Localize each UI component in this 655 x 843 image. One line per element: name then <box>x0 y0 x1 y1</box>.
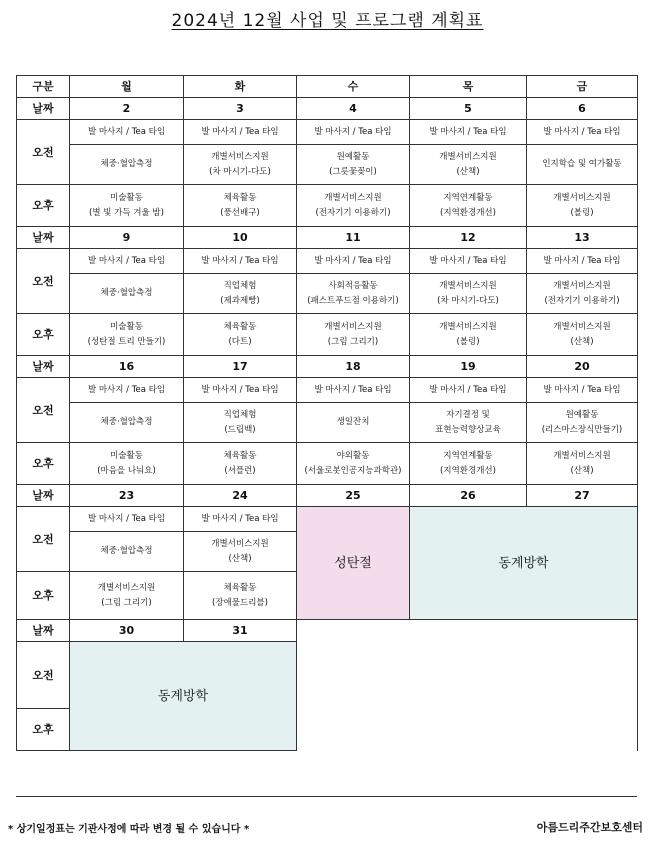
am-label <box>17 120 70 185</box>
cell-text: 원예활동 <box>565 409 599 420</box>
holiday-cell <box>297 507 410 620</box>
cell-text: (드립백) <box>224 424 256 435</box>
schedule-table <box>16 75 638 751</box>
cell-text: 날짜 <box>32 102 54 115</box>
am-activity <box>297 403 410 443</box>
cell-text: 날짜 <box>32 231 54 244</box>
date-number <box>70 98 184 120</box>
am-activity <box>410 274 527 314</box>
pm-activity <box>184 443 297 485</box>
cell-text: 23 <box>118 489 135 502</box>
table-row <box>17 314 638 356</box>
pm-activity <box>184 572 297 620</box>
cell-text: 원예활동 <box>336 151 370 162</box>
table-row <box>17 76 638 98</box>
cell-text: 개별서비스지원 <box>439 280 497 291</box>
cell-text: 자기결정 및 <box>446 409 490 420</box>
cell-text: (셔플런) <box>224 465 256 476</box>
cell-text: (산책) <box>570 336 594 347</box>
day-header <box>527 76 638 98</box>
cell-text: 발 마사지 / Tea 타임 <box>87 126 166 137</box>
am-activity <box>184 507 297 532</box>
cell-text: 발 마사지 / Tea 타임 <box>201 513 279 524</box>
cell-text: 26 <box>460 489 476 502</box>
cell-text: 체육활동 <box>223 582 257 593</box>
pm-activity <box>527 443 638 485</box>
cell-text: 체중·혈압측정 <box>100 159 153 169</box>
table-row <box>17 620 638 642</box>
cell-text: 오후 <box>32 199 54 212</box>
table-row <box>17 185 638 227</box>
pm-activity <box>527 185 638 227</box>
table-row <box>17 507 638 532</box>
cell-text: 개별서비스지원 <box>553 450 611 461</box>
date-number <box>184 620 297 642</box>
cell-text: 체중·혈압측정 <box>100 546 153 556</box>
cell-text: 31 <box>232 624 248 637</box>
cell-text: 날짜 <box>32 624 54 637</box>
am-activity <box>410 120 527 145</box>
cell-text: 개별서비스지원 <box>211 151 269 162</box>
cell-text: 24 <box>232 489 248 502</box>
am-activity <box>184 120 297 145</box>
am-activity <box>70 507 184 532</box>
pm-activity <box>410 185 527 227</box>
cell-text: (패스트푸드점 이용하기) <box>307 295 399 306</box>
cell-text: 화 <box>234 80 246 93</box>
organization-name: 아름드리주간보호센터 <box>536 821 643 834</box>
pm-activity <box>297 314 410 356</box>
cell-text: 발 마사지 / Tea 타임 <box>201 255 279 266</box>
am-label <box>17 249 70 314</box>
table-row <box>17 98 638 120</box>
corner-header <box>17 76 70 98</box>
cell-text: 발 마사지 / Tea 타임 <box>429 126 507 137</box>
cell-text: 지역연계활동 <box>443 450 493 461</box>
cell-text: 발 마사지 / Tea 타임 <box>429 384 507 395</box>
date-label <box>17 356 70 378</box>
table-row <box>17 356 638 378</box>
cell-text: 27 <box>574 489 590 502</box>
cell-text: 미술활동 <box>110 450 143 461</box>
cell-text: 13 <box>574 231 590 244</box>
pm-activity <box>410 443 527 485</box>
day-header <box>184 76 297 98</box>
am-activity <box>527 120 638 145</box>
cell-text: 직업체험 <box>223 280 257 291</box>
cell-text: (별 빛 가득 겨울 밤) <box>89 207 164 218</box>
cell-text: (서울로봇인공지능과학관) <box>304 465 402 476</box>
cell-text: 오전 <box>32 532 54 546</box>
day-header <box>70 76 184 98</box>
cell-text: 직업체험 <box>223 409 257 420</box>
cell-text: 발 마사지 / Tea 타임 <box>87 513 166 524</box>
cell-text: 16 <box>118 360 135 373</box>
am-activity <box>297 274 410 314</box>
day-header <box>297 76 410 98</box>
pm-label <box>17 443 70 485</box>
pm-activity <box>70 314 184 356</box>
cell-text: 체육활동 <box>223 321 257 332</box>
cell-text: (차 마시기-다도) <box>437 295 499 306</box>
cell-text: 개별서비스지원 <box>439 321 497 332</box>
cell-text: 체중·혈압측정 <box>100 417 153 427</box>
cell-text: 발 마사지 / Tea 타임 <box>87 384 166 395</box>
cell-text: 3 <box>236 102 244 115</box>
cell-text: 오후 <box>32 589 54 602</box>
date-number <box>297 98 410 120</box>
am-activity <box>527 274 638 314</box>
am-activity <box>527 249 638 274</box>
date-number <box>297 227 410 249</box>
cell-text: 오후 <box>32 723 54 736</box>
pm-activity <box>527 314 638 356</box>
cell-text: 지역연계활동 <box>443 192 493 203</box>
am-activity <box>297 378 410 403</box>
date-number <box>527 356 638 378</box>
cell-text: 개별서비스지원 <box>553 192 611 203</box>
cell-text: 발 마사지 / Tea 타임 <box>201 126 279 137</box>
cell-text: 수 <box>347 80 359 93</box>
date-number <box>410 356 527 378</box>
cell-text: 월 <box>121 80 132 93</box>
date-number <box>297 356 410 378</box>
cell-text: 9 <box>122 231 131 244</box>
cell-text: 발 마사지 / Tea 타임 <box>314 126 392 137</box>
cell-text: 25 <box>345 489 361 502</box>
table-row <box>17 274 638 314</box>
cell-text: 30 <box>118 624 135 637</box>
date-number <box>527 98 638 120</box>
pm-activity <box>70 443 184 485</box>
cell-text: 개별서비스지원 <box>97 582 156 593</box>
cell-text: 인지학습 및 여가활동 <box>542 159 622 169</box>
cell-text: (장애물드리블) <box>212 597 268 608</box>
date-number <box>184 98 297 120</box>
cell-text: (다트) <box>228 336 252 347</box>
cell-text: 동계방학 <box>157 688 209 704</box>
cell-text: 개별서비스지원 <box>324 321 382 332</box>
cell-text: 발 마사지 / Tea 타임 <box>314 255 392 266</box>
date-number <box>527 485 638 507</box>
cell-text: 오후 <box>32 328 54 341</box>
am-label <box>17 507 70 572</box>
am-activity <box>527 145 638 185</box>
table-row <box>17 403 638 443</box>
am-activity <box>410 145 527 185</box>
date-label <box>17 227 70 249</box>
cell-text: 구분 <box>32 80 54 93</box>
cell-text: (볼링) <box>570 207 594 218</box>
table-row <box>17 145 638 185</box>
am-activity <box>297 249 410 274</box>
cell-text: 발 마사지 / Tea 타임 <box>314 384 392 395</box>
pm-activity <box>70 185 184 227</box>
cell-text: (전자기기 이용하기) <box>315 207 391 218</box>
cell-text: 5 <box>464 102 472 115</box>
cell-text: (차 마시기-다도) <box>209 166 271 177</box>
empty-area <box>297 620 638 751</box>
bottom-rule <box>16 796 637 797</box>
cell-text: 11 <box>345 231 361 244</box>
cell-text: 금 <box>576 80 588 93</box>
cell-text: (마음을 나눠요) <box>97 465 156 476</box>
am-activity <box>410 249 527 274</box>
cell-text: 오전 <box>32 274 54 288</box>
date-number <box>184 227 297 249</box>
cell-text: 오후 <box>32 457 54 470</box>
date-label <box>17 98 70 120</box>
cell-text: 표현능력향상교육 <box>435 424 501 435</box>
cell-text: 목 <box>462 80 474 93</box>
date-label <box>17 620 70 642</box>
am-activity <box>184 378 297 403</box>
date-number <box>184 356 297 378</box>
pm-activity <box>184 185 297 227</box>
day-header <box>410 76 527 98</box>
cell-text: (그릇꽃꽂이) <box>329 166 377 177</box>
cell-text: (볼링) <box>456 336 480 347</box>
cell-text: 사회적응활동 <box>328 280 378 291</box>
cell-text: 오전 <box>32 668 54 682</box>
cell-text: 오전 <box>32 403 54 417</box>
cell-text: 6 <box>578 102 586 115</box>
am-activity <box>297 145 410 185</box>
am-activity <box>70 378 184 403</box>
cell-text: 체중·혈압측정 <box>100 288 153 298</box>
cell-text: 2 <box>122 102 131 115</box>
date-number <box>184 485 297 507</box>
cell-text: 성탄절 <box>334 555 372 571</box>
cell-text: 개별서비스지원 <box>553 280 611 291</box>
am-activity <box>184 249 297 274</box>
am-activity <box>410 403 527 443</box>
cell-text: 날짜 <box>32 360 54 373</box>
cell-text: 생일잔치 <box>336 417 370 427</box>
cell-text: (그림 그리기) <box>101 597 152 608</box>
cell-text: (산책) <box>228 553 252 564</box>
date-number <box>410 98 527 120</box>
cell-text: 20 <box>574 360 590 373</box>
date-number <box>70 620 184 642</box>
cell-text: 개별서비스지원 <box>324 192 382 203</box>
am-activity <box>70 532 184 572</box>
pm-label <box>17 709 70 751</box>
am-activity <box>70 120 184 145</box>
page-title: 2024년 12월 사업 및 프로그램 계획표 <box>171 11 484 31</box>
pm-label <box>17 185 70 227</box>
table-row <box>17 378 638 403</box>
table-row <box>17 443 638 485</box>
cell-text: 개별서비스지원 <box>439 151 497 162</box>
am-activity <box>184 532 297 572</box>
cell-text: 12 <box>460 231 476 244</box>
vacation-cell <box>70 642 297 751</box>
date-number <box>70 485 184 507</box>
am-label <box>17 642 70 709</box>
cell-text: 17 <box>232 360 248 373</box>
cell-text: (지역환경개선) <box>440 465 496 476</box>
footer-note: * 상기일정표는 기관사정에 따라 변경 될 수 있습니다 * <box>8 824 250 835</box>
pm-label <box>17 572 70 620</box>
date-number <box>410 485 527 507</box>
am-activity <box>527 378 638 403</box>
cell-text: (리스마스장식만들기) <box>541 424 623 435</box>
date-label <box>17 485 70 507</box>
am-activity <box>184 274 297 314</box>
table-row <box>17 227 638 249</box>
cell-text: 발 마사지 / Tea 타임 <box>201 384 279 395</box>
am-activity <box>410 378 527 403</box>
pm-activity <box>297 185 410 227</box>
vacation-cell <box>410 507 638 620</box>
cell-text: 발 마사지 / Tea 타임 <box>87 255 166 266</box>
pm-activity <box>410 314 527 356</box>
cell-text: 4 <box>349 102 357 115</box>
cell-text: 개별서비스지원 <box>553 321 611 332</box>
cell-text: 개별서비스지원 <box>211 538 269 549</box>
table-row <box>17 485 638 507</box>
table-row <box>17 249 638 274</box>
cell-text: (그림 그리기) <box>327 336 379 347</box>
cell-text: (풍선배구) <box>220 207 260 218</box>
cell-text: 체육활동 <box>223 450 257 461</box>
date-number <box>527 227 638 249</box>
cell-text: 미술활동 <box>110 321 143 332</box>
pm-activity <box>184 314 297 356</box>
am-activity <box>70 145 184 185</box>
cell-text: 18 <box>345 360 361 373</box>
am-activity <box>70 249 184 274</box>
cell-text: 10 <box>232 231 248 244</box>
cell-text: (산책) <box>456 166 480 177</box>
cell-text: 발 마사지 / Tea 타임 <box>543 126 621 137</box>
cell-text: 발 마사지 / Tea 타임 <box>429 255 507 266</box>
cell-text: 19 <box>460 360 476 373</box>
cell-text: 발 마사지 / Tea 타임 <box>543 255 621 266</box>
cell-text: 체육활동 <box>223 192 257 203</box>
pm-label <box>17 314 70 356</box>
am-activity <box>70 274 184 314</box>
date-number <box>410 227 527 249</box>
am-activity <box>527 403 638 443</box>
pm-activity <box>297 443 410 485</box>
date-number <box>70 227 184 249</box>
pm-activity <box>70 572 184 620</box>
cell-text: (전자기기 이용하기) <box>544 295 620 306</box>
cell-text: (제과제빵) <box>220 295 260 306</box>
am-activity <box>184 145 297 185</box>
am-label <box>17 378 70 443</box>
am-activity <box>184 403 297 443</box>
cell-text: (지역환경개선) <box>440 207 496 218</box>
table-row <box>17 120 638 145</box>
date-number <box>297 485 410 507</box>
date-number <box>70 356 184 378</box>
cell-text: 발 마사지 / Tea 타임 <box>543 384 621 395</box>
cell-text: 야외활동 <box>336 450 370 461</box>
cell-text: (성탄절 트리 만들기) <box>87 336 166 347</box>
cell-text: 동계방학 <box>498 555 549 571</box>
am-activity <box>297 120 410 145</box>
cell-text: 날짜 <box>32 489 54 502</box>
cell-text: (산책) <box>570 465 594 476</box>
cell-text: 오전 <box>32 145 54 159</box>
am-activity <box>70 403 184 443</box>
cell-text: 미술활동 <box>110 192 143 203</box>
